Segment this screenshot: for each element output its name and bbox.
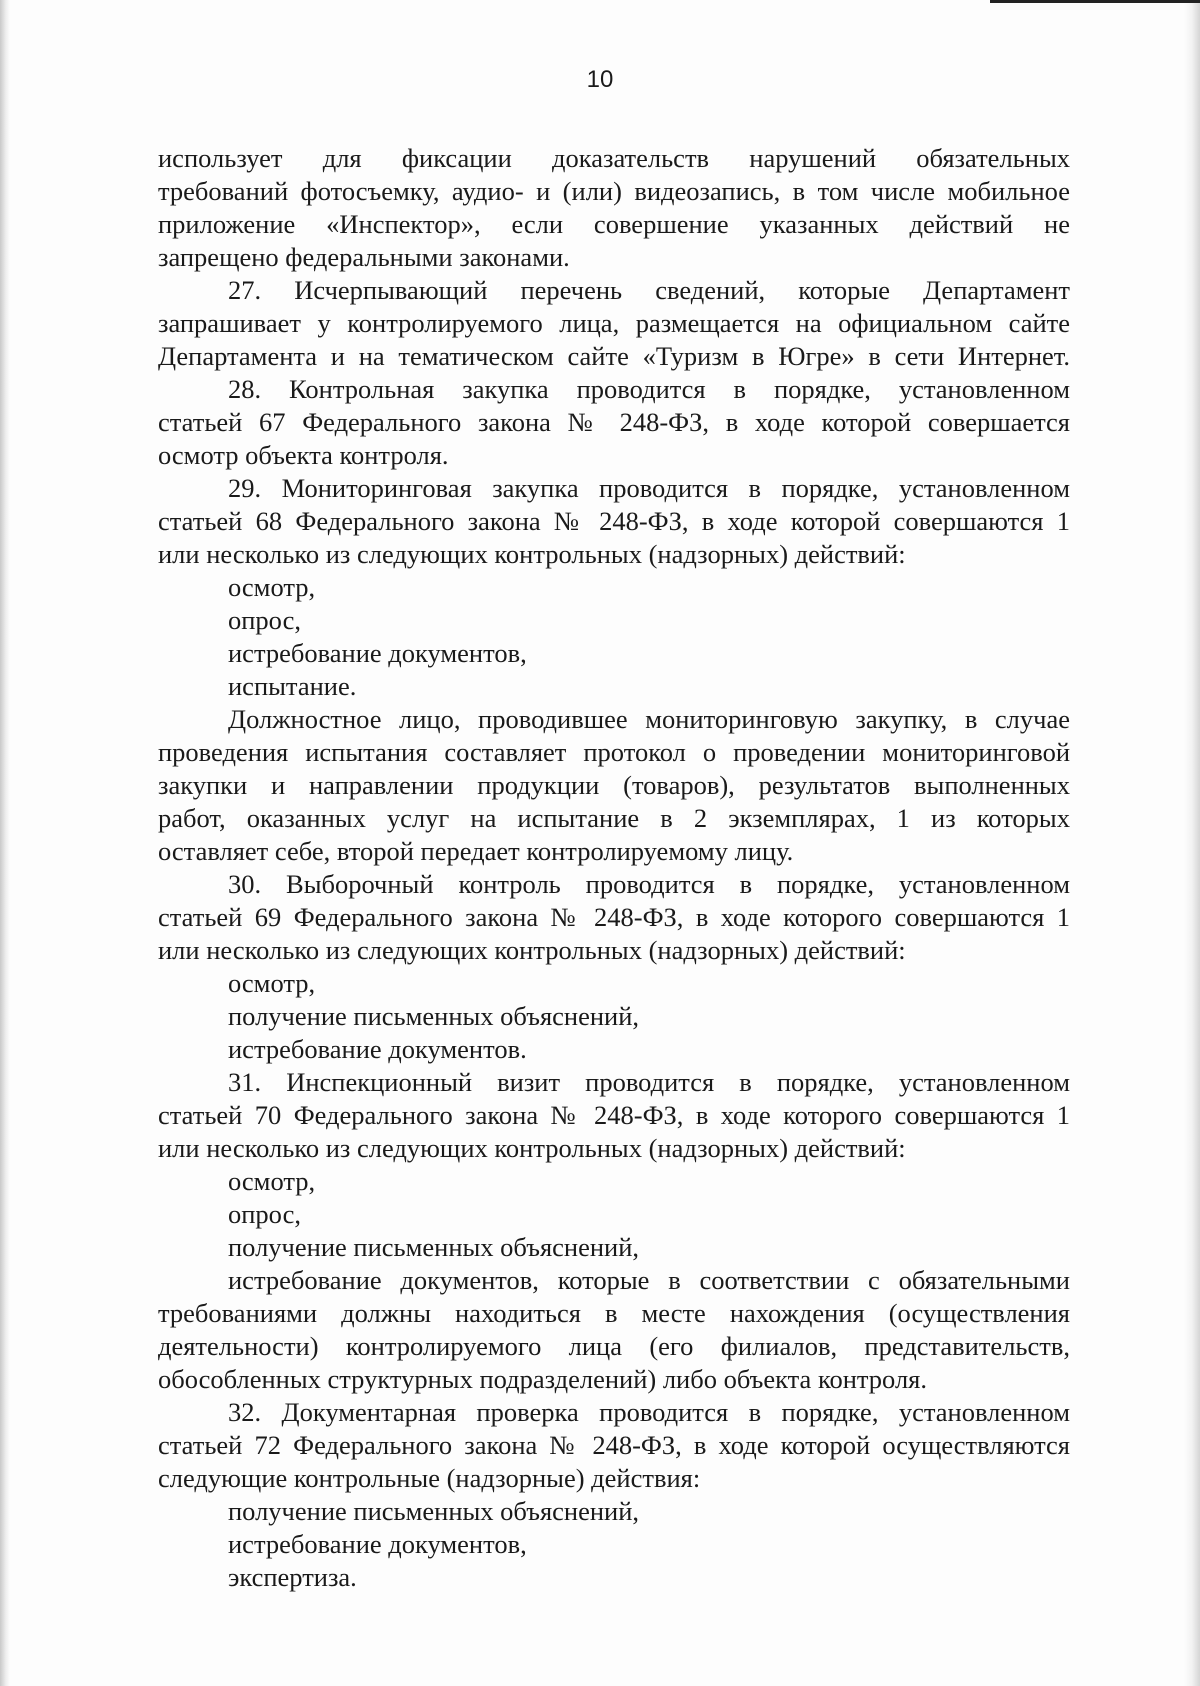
list-item: опрос, <box>228 605 301 635</box>
text-line: статьей 67 Федерального закона № 248-ФЗ, в ходе которой совершается <box>158 407 1070 437</box>
paragraph-27-start: 27. Исчерпывающий перечень сведений, которые Департамент <box>228 275 1070 305</box>
paragraph-28-start: 28. Контрольная закупка проводится в порядке, установленном <box>228 374 1070 404</box>
paragraph-31-start: 31. Инспекционный визит проводится в порядке, установленном <box>228 1067 1070 1097</box>
text-line: Департамента и на тематическом сайте «Туризм в Югре» в сети Интернет. <box>158 341 1070 371</box>
text-line: обособленных структурных подразделений) либо объекта контроля. <box>158 1364 927 1394</box>
list-item: получение письменных объяснений, <box>228 1496 640 1526</box>
list-item: истребование документов, <box>228 1529 527 1559</box>
text-line: запрещено федеральными законами. <box>158 242 570 272</box>
text-line: деятельности) контролируемого лица (его филиалов, представительств, <box>158 1331 1070 1361</box>
list-item: истребование документов, которые в соответствии с обязательными <box>228 1265 1070 1295</box>
text-line: требованиями должны находиться в месте нахождения (осуществления <box>158 1298 1070 1328</box>
text-line: осмотр объекта контроля. <box>158 440 449 470</box>
scan-top-line <box>990 0 1200 3</box>
text-line: или несколько из следующих контрольных (надзорных) действий: <box>158 1133 906 1163</box>
text-line: следующие контрольные (надзорные) действия: <box>158 1463 701 1493</box>
text-line: статьей 72 Федерального закона № 248-ФЗ, в ходе которой осуществляются <box>158 1430 1070 1460</box>
paragraph-official-start: Должностное лицо, проводившее мониторинговую закупку, в случае <box>228 704 1070 734</box>
list-item: осмотр, <box>228 968 316 998</box>
text-line: требований фотосъемку, аудио- и (или) видеозапись, в том числе мобильное <box>158 176 1070 206</box>
list-item: получение письменных объяснений, <box>228 1001 640 1031</box>
list-item: истребование документов, <box>228 638 527 668</box>
text-line: оставляет себе, второй передает контролируемому лицу. <box>158 836 794 866</box>
text-line: запрашивает у контролируемого лица, размещается на официальном сайте <box>158 308 1070 338</box>
text-line: закупки и направлении продукции (товаров), результатов выполненных <box>158 770 1070 800</box>
scan-edge-left <box>0 0 10 1686</box>
list-item: получение письменных объяснений, <box>228 1232 640 1262</box>
list-item: истребование документов. <box>228 1034 527 1064</box>
list-item: осмотр, <box>228 1166 316 1196</box>
text-line: проведения испытания составляет протокол о проведении мониторинговой <box>158 737 1070 767</box>
text-line: статьей 68 Федерального закона № 248-ФЗ, в ходе которой совершаются 1 <box>158 506 1070 536</box>
page-number: 10 <box>586 66 614 93</box>
scan-edge-right <box>1184 0 1200 1686</box>
paragraph-32-start: 32. Документарная проверка проводится в порядке, установленном <box>228 1397 1070 1427</box>
list-item: опрос, <box>228 1199 301 1229</box>
text-line: работ, оказанных услуг на испытание в 2 экземплярах, 1 из которых <box>158 803 1070 833</box>
text-line: использует для фиксации доказательств нарушений обязательных <box>158 143 1070 173</box>
list-item: экспертиза. <box>228 1562 357 1592</box>
text-line: статьей 70 Федерального закона № 248-ФЗ, в ходе которого совершаются 1 <box>158 1100 1070 1130</box>
list-item: осмотр, <box>228 572 316 602</box>
list-item: испытание. <box>228 671 357 701</box>
text-line: или несколько из следующих контрольных (надзорных) действий: <box>158 935 906 965</box>
paragraph-29-start: 29. Мониторинговая закупка проводится в порядке, установленном <box>228 473 1070 503</box>
paragraph-30-start: 30. Выборочный контроль проводится в порядке, установленном <box>228 869 1070 899</box>
text-line: или несколько из следующих контрольных (надзорных) действий: <box>158 539 906 569</box>
text-line: статьей 69 Федерального закона № 248-ФЗ, в ходе которого совершаются 1 <box>158 902 1070 932</box>
text-line: приложение «Инспектор», если совершение указанных действий не <box>158 209 1070 239</box>
